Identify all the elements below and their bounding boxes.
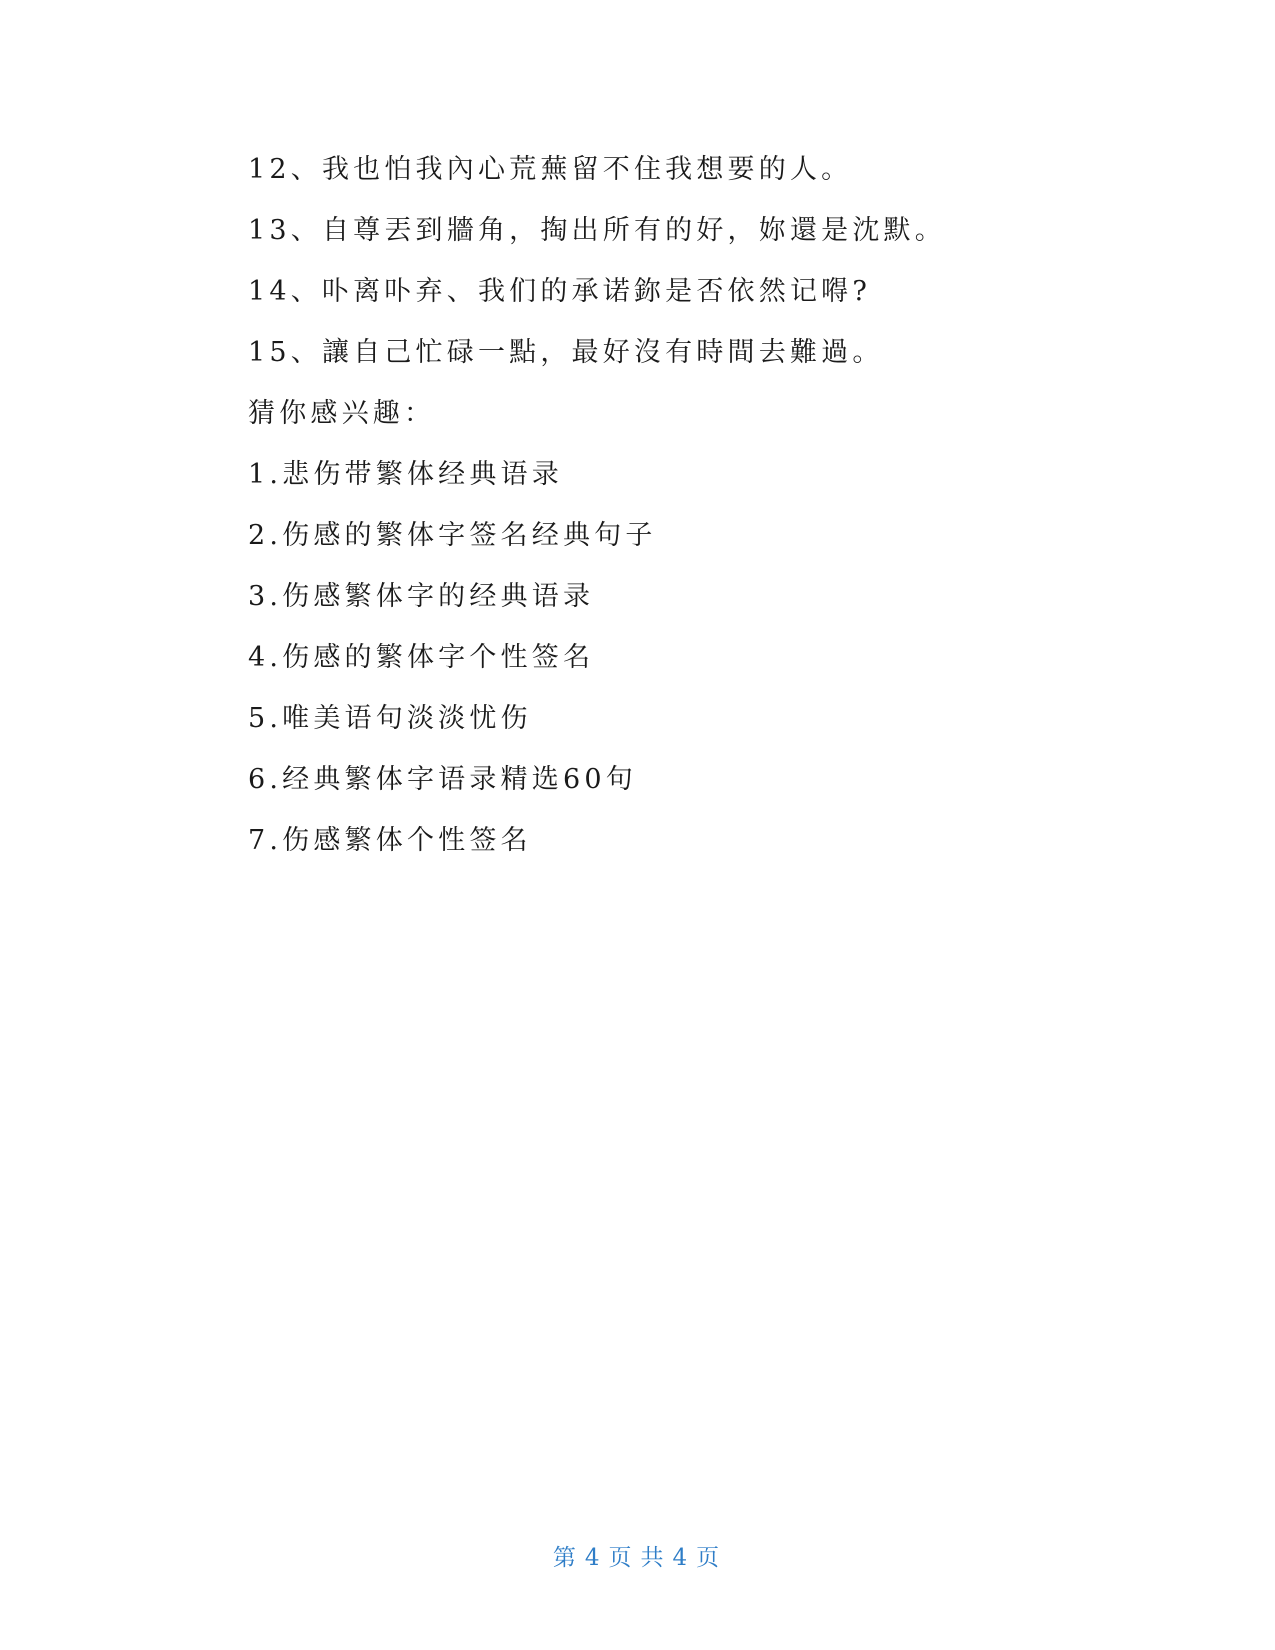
total-page-count: 4 — [672, 1545, 691, 1571]
current-page-number: 4 — [584, 1545, 603, 1571]
related-link-5[interactable]: 5.唯美语句淡淡忧伤 — [248, 703, 532, 734]
related-link-2[interactable]: 2.伤感的繁体字签名经典句子 — [248, 520, 657, 551]
total-suffix: 页 — [696, 1545, 723, 1571]
quote-line-14: 14、卟离卟弃、我们的承诺鉨是否依然记嘚? — [248, 276, 872, 307]
related-link-1[interactable]: 1.悲伤带繁体经典语录 — [248, 459, 563, 490]
total-prefix: 共 — [640, 1545, 667, 1571]
page-word: 页 — [608, 1545, 635, 1571]
quote-line-15: 15、讓自己忙碌一點，最好沒有時間去難過。 — [248, 337, 884, 368]
related-link-4[interactable]: 4.伤感的繁体字个性签名 — [248, 642, 595, 673]
page-prefix: 第 — [552, 1545, 579, 1571]
related-heading: 猜你感兴趣： — [248, 398, 436, 429]
quote-line-13: 13、自尊丟到牆角，掏出所有的好，妳還是沈默。 — [248, 215, 946, 246]
related-link-7[interactable]: 7.伤感繁体个性签名 — [248, 825, 532, 856]
related-link-3[interactable]: 3.伤感繁体字的经典语录 — [248, 581, 595, 612]
quote-line-12: 12、我也怕我內心荒蕪留不住我想要的人。 — [248, 154, 853, 185]
page-footer — [0, 1543, 1275, 1573]
related-link-6[interactable]: 6.经典繁体字语录精选60句 — [248, 764, 637, 795]
document-body — [248, 146, 1048, 878]
